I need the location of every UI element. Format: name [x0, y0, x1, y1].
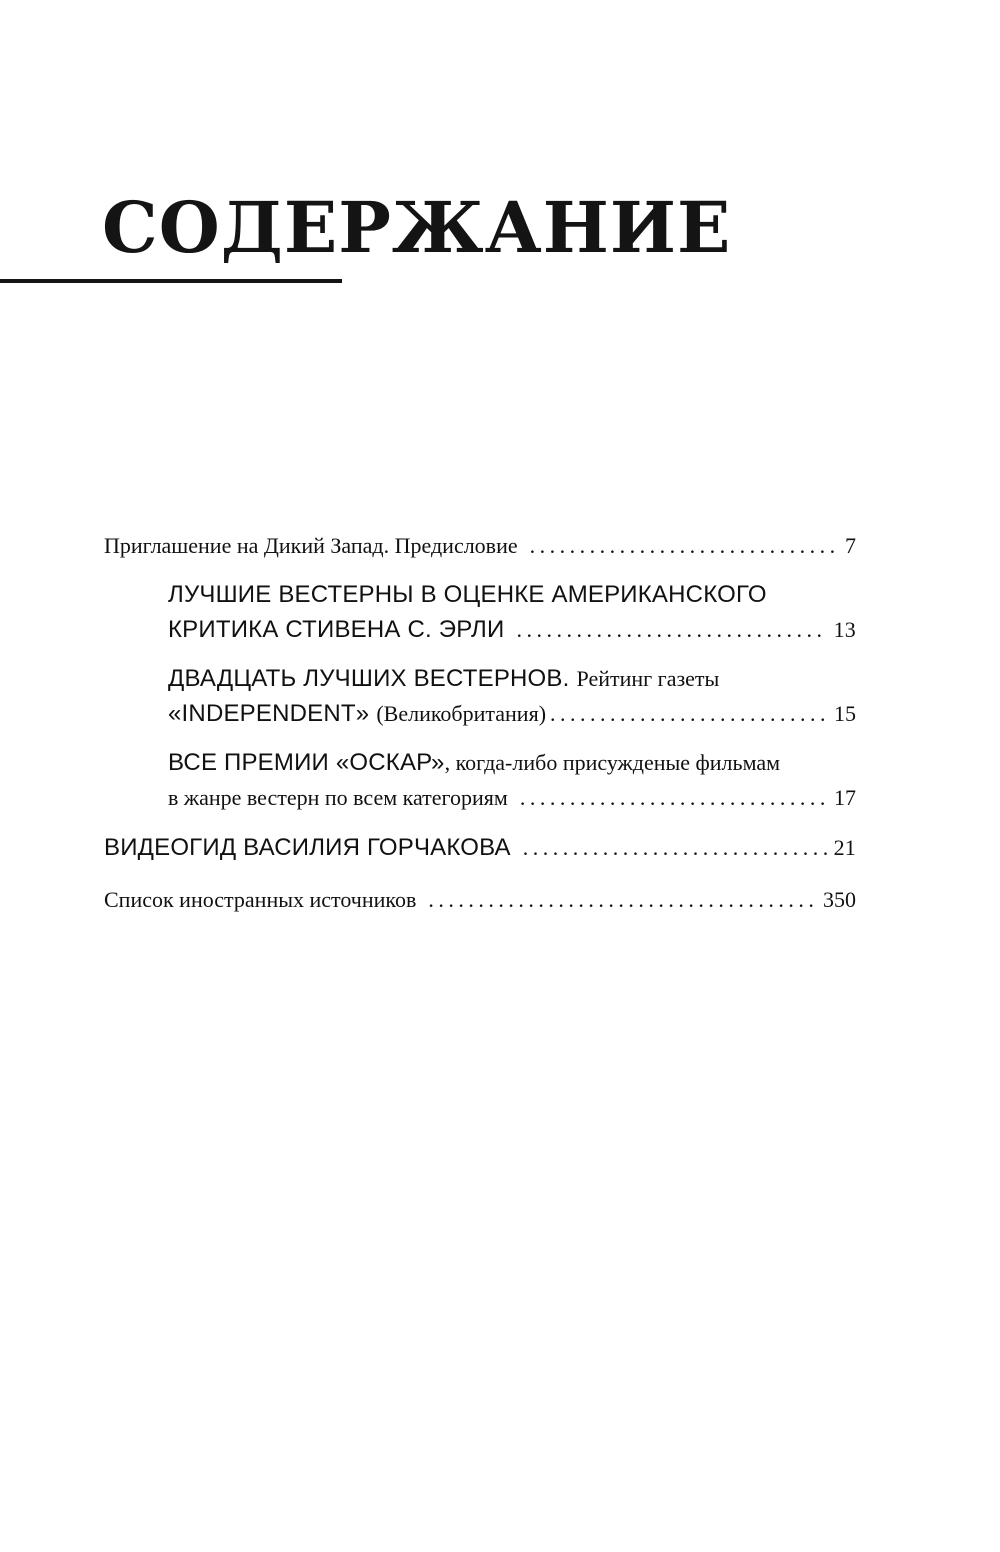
toc-entry-title: Список иностранных источников: [104, 887, 417, 912]
toc-entry-best-westerns-line2[interactable]: [168, 614, 856, 646]
toc-page-number: 17: [834, 785, 856, 810]
toc-entry-subtitle: (Великобритания): [376, 701, 547, 726]
toc-entry-oscars-line1[interactable]: [168, 747, 780, 779]
toc-entry-title: ВСЕ ПРЕМИИ «ОСКАР»: [168, 749, 445, 776]
toc-entry-title: ВИДЕОГИД ВАСИЛИЯ ГОРЧАКОВА: [104, 834, 511, 861]
toc-entry-twenty-best-line1[interactable]: [168, 663, 719, 695]
toc-entry-title: «INDEPENDENT»: [168, 700, 370, 727]
toc-entry-intro[interactable]: [104, 531, 856, 561]
toc-entry-title: ЛУЧШИЕ ВЕСТЕРНЫ В ОЦЕНКЕ АМЕРИКАНСКОГО: [168, 581, 767, 608]
toc-entry-oscars-line2[interactable]: [168, 783, 856, 813]
dot-leader: [428, 885, 817, 915]
dot-leader: [523, 832, 828, 864]
toc-entry-subtitle: в жанре вестерн по всем категориям: [168, 785, 508, 810]
dot-leader: [516, 614, 827, 646]
toc-entry-sources[interactable]: [104, 885, 856, 915]
dot-leader: [520, 783, 828, 813]
dot-leader: [530, 531, 839, 561]
toc-page-number: 13: [833, 617, 856, 642]
toc-entry-title: Приглашение на Дикий Запад. Предисловие: [104, 533, 518, 558]
toc-page-number: 7: [845, 533, 856, 558]
toc-entry-best-westerns-line1[interactable]: [168, 579, 767, 611]
toc-entry-title: КРИТИКА СТИВЕНА С. ЭРЛИ: [168, 616, 505, 643]
dot-leader: [550, 698, 828, 730]
toc-entry-subtitle: Рейтинг газеты: [576, 666, 720, 691]
toc-entry-videoguide[interactable]: [104, 832, 856, 864]
toc-entry-title: ДВАДЦАТЬ ЛУЧШИХ ВЕСТЕРНОВ.: [168, 665, 570, 692]
toc-page-number: 15: [834, 701, 856, 726]
title-underline: [0, 279, 342, 283]
toc-page-number: 350: [823, 887, 856, 912]
toc-page-number: 21: [833, 835, 856, 860]
page-title: СОДЕРЖАНИЕ: [102, 186, 732, 269]
toc-entry-twenty-best-line2[interactable]: [168, 698, 856, 730]
toc-entry-subtitle: , когда-либо присужденые фильмам: [444, 750, 781, 775]
